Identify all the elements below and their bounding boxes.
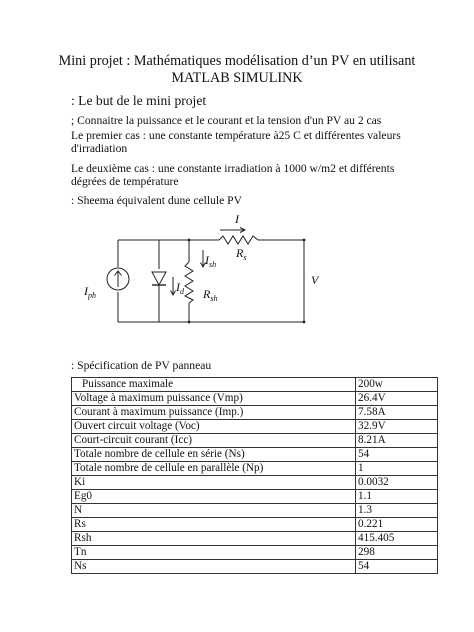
- value-cell: 54: [356, 448, 438, 462]
- table-row: [72, 392, 438, 406]
- spec-heading: : Spécification de PV panneau: [71, 359, 212, 372]
- value-cell: 1.1: [356, 490, 438, 504]
- circuit-caption: : Sheema équivalent dune cellule PV: [71, 194, 242, 207]
- table-row: [72, 532, 438, 546]
- label-rs: $R_s$: [236, 246, 247, 262]
- table-row: [72, 434, 438, 448]
- value-cell: 0.221: [356, 518, 438, 532]
- param-cell: N: [72, 504, 356, 518]
- table-row: [72, 406, 438, 420]
- param-cell: Tn: [72, 546, 356, 560]
- table-row: [72, 504, 438, 518]
- case-one-line-1: Le premier cas : une constante température à25 C et différentes valeurs: [71, 129, 401, 142]
- document-title-line-2: MATLAB SIMULINK: [171, 70, 303, 86]
- param-cell: Eg0: [72, 490, 356, 504]
- param-cell: Rsh: [72, 532, 356, 546]
- param-cell: Totale nombre de cellule en série (Ns): [72, 448, 356, 462]
- param-cell: Puissance maximale: [72, 378, 356, 392]
- table-row: [72, 420, 438, 434]
- value-cell: 54: [356, 560, 438, 574]
- value-cell: 298: [356, 546, 438, 560]
- table-row: [72, 448, 438, 462]
- param-cell: Voltage à maximum puissance (Vmp): [72, 392, 356, 406]
- param-cell: Ouvert circuit voltage (Voc): [72, 420, 356, 434]
- top-wire-right: [258, 240, 304, 322]
- case-two-line-2: dégrées de température: [71, 175, 179, 188]
- i-arrow: [220, 228, 245, 233]
- value-cell: 1: [356, 462, 438, 476]
- label-voltage-v: V: [311, 273, 319, 287]
- value-cell: 26.4V: [356, 392, 438, 406]
- table-row: [72, 560, 438, 574]
- value-cell: 200w: [356, 378, 438, 392]
- param-cell: Ki: [72, 476, 356, 490]
- param-cell: Court-circuit courant (Icc): [72, 434, 356, 448]
- table-row: [72, 546, 438, 560]
- value-cell: 7.58A: [356, 406, 438, 420]
- document-title-line-1: Mini projet : Mathématiques modélisation d’un PV en utilisant: [58, 53, 416, 69]
- value-cell: 0.0032: [356, 476, 438, 490]
- case-two-line-1: Le deuxième cas : une constante irradiation à 1000 w/m2 et différents: [71, 162, 395, 175]
- table-row: [72, 518, 438, 532]
- pv-cell-equivalent-circuit: [78, 212, 338, 330]
- diode-icon: [152, 272, 166, 285]
- series-resistor: [219, 236, 258, 244]
- pv-spec-table: [71, 377, 438, 574]
- param-cell: Ns: [72, 560, 356, 574]
- label-current-i: I: [235, 212, 239, 226]
- current-source-arrow: [115, 271, 122, 287]
- param-cell: Courant à maximum puissance (Imp.): [72, 406, 356, 420]
- value-cell: 1.3: [356, 504, 438, 518]
- case-one-line-2: d'irradiation: [71, 142, 128, 155]
- param-cell: Rs: [72, 518, 356, 532]
- table-row: [72, 462, 438, 476]
- section-heading: : Le but de le mini projet: [71, 93, 207, 108]
- value-cell: 32.9V: [356, 420, 438, 434]
- param-cell: Totale nombre de cellule en parallèle (Np): [72, 462, 356, 476]
- table-row: [72, 378, 438, 392]
- value-cell: 415.405: [356, 532, 438, 546]
- shunt-resistor: [185, 262, 193, 303]
- value-cell: 8.21A: [356, 434, 438, 448]
- label-rsh: $R_{sh}$: [203, 287, 218, 303]
- label-id: $I_d$: [176, 280, 184, 296]
- table-row: [72, 476, 438, 490]
- label-iph: $I_{ph}$: [84, 284, 96, 300]
- objective-paragraph: ; Connaitre la puissance et le courant et la tension d'un PV au 2 cas: [71, 114, 382, 127]
- table-row: [72, 490, 438, 504]
- label-ish: $I_{sh}$: [205, 253, 217, 269]
- id-arrow: [171, 277, 176, 295]
